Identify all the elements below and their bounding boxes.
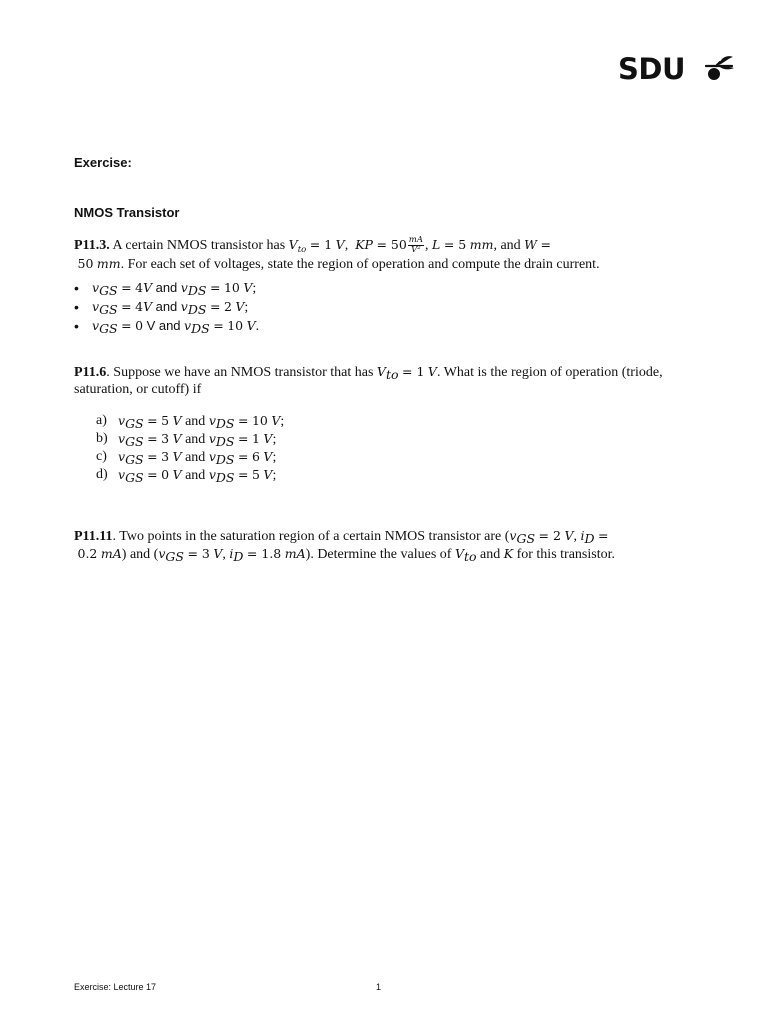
list-item: c) $v_{GS} = 3$ V and $v_{DS} = 6$ V;	[96, 449, 277, 467]
problem-instruction: . For each set of voltages, state the region of operation and compute the drain current.	[120, 257, 600, 273]
problem-id: P11.11	[74, 529, 113, 544]
problem-id: P11.3.	[74, 238, 110, 253]
list-item: a) $v_{GS} = 5$ V and $v_{DS} = 10$ V;	[96, 413, 285, 431]
list-item: b) $v_{GS} = 3$ V and $v_{DS} = 1$ V;	[96, 431, 277, 449]
page-number: 1	[376, 982, 382, 992]
list-item: • $v_{GS} = 4V$ and $v_{DS} = 2$ V;	[74, 298, 684, 317]
list-item: • $v_{GS} = 0$ V and $v_{DS} = 10$ V.	[74, 317, 684, 336]
p11-3-voltage-list	[74, 279, 684, 336]
section-heading: NMOS Transistor	[74, 205, 180, 220]
sdu-leaf-icon	[702, 54, 736, 84]
kp-unit-fraction: $\frac{mA}{\text{V²}}$	[408, 235, 423, 256]
vto-given: $V_{to}$	[288, 237, 307, 255]
problem-intro: A certain NMOS transistor has	[112, 238, 286, 253]
footer-lecture-label: Exercise: Lecture 17	[74, 982, 157, 992]
exercise-heading: Exercise:	[74, 155, 132, 170]
problem-id: P11.6	[74, 365, 107, 380]
kp-given: KP	[355, 237, 373, 252]
logo-text: SDU	[618, 52, 686, 86]
problem-p11-3: P11.3. A certain NMOS transistor has $V_{to} = 1$ V, KP = 50 $\frac{mA}{\text{V²}}$ , L = 5 mm, and W = 50 mm. For each set of voltages, state the region of operation and compute the drain current.	[74, 235, 600, 273]
sdu-logo	[618, 52, 736, 86]
p11-6-voltage-list	[96, 412, 656, 484]
problem-p11-11: P11.11. Two points in the saturation region of a certain NMOS transistor are ($v_{GS} = 2$ V, $i_D$ = 0.2 mA) and ($v_{GS} = 3$ V, $i_D = 1.8$ mA). Determine the values of $V_{to}$ and K for this transistor.	[74, 528, 615, 564]
list-item: d) $v_{GS} = 0$ V and $v_{DS} = 5$ V;	[96, 467, 277, 485]
problem-p11-6: P11.6. Suppose we have an NMOS transistor that has $V_{to} = 1$ V. What is the region of operation (triode, saturation, or cutoff) if	[74, 364, 663, 397]
problem-question: . What is the region of operation (triode, saturation, or cutoff) if	[74, 365, 663, 397]
list-item: • $v_{GS} = 4V$ and $v_{DS} = 10$ V;	[74, 279, 684, 298]
